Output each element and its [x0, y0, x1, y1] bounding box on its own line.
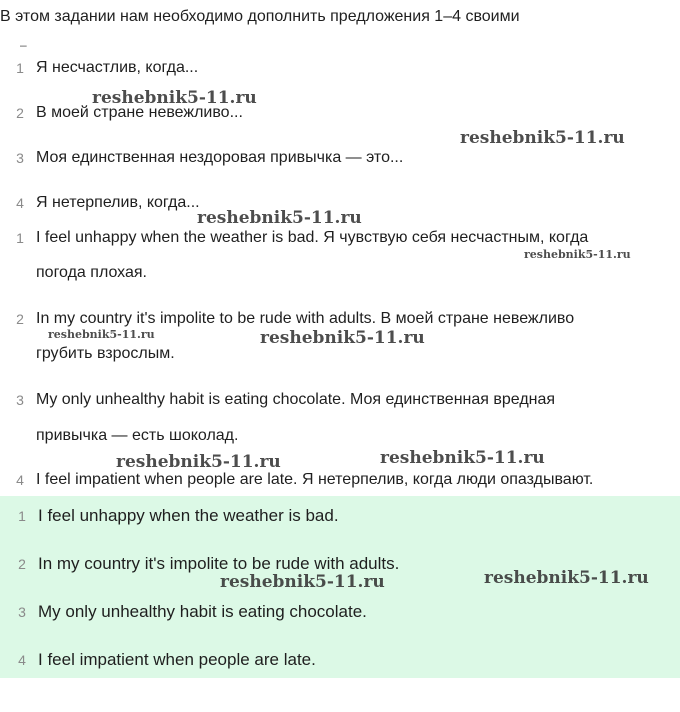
answer-line-1: In my country it's impolite to be rude with adults. В моей стране невежливо — [36, 310, 575, 327]
watermark: reshebnik5-11.ru — [116, 452, 281, 472]
answer-number: 4 — [16, 472, 24, 488]
answer-line-1: I feel impatient when people are late. Я нетерпелив, когда люди опаздывают. — [36, 471, 594, 488]
final-number: 4 — [18, 652, 26, 668]
final-text: I feel unhappy when the weather is bad. — [38, 506, 339, 525]
prompt-text: Моя единственная нездоровая привычка — это... — [36, 149, 404, 166]
divider-dash: – — [20, 38, 27, 52]
prompt-text: Я нетерпелив, когда... — [36, 194, 200, 211]
prompt-number: 4 — [16, 195, 24, 211]
final-text: My only unhealthy habit is eating chocolate. — [38, 602, 367, 621]
watermark: reshebnik5-11.ru — [48, 328, 155, 341]
answer-number: 3 — [16, 392, 24, 408]
answer-line-1: My only unhealthy habit is eating chocolate. Моя единственная вредная — [36, 391, 556, 408]
final-text: I feel impatient when people are late. — [38, 650, 316, 669]
watermark: reshebnik5-11.ru — [460, 128, 625, 148]
final-number: 1 — [18, 508, 26, 524]
answer-number: 2 — [16, 311, 24, 327]
answer-line-1: I feel unhappy when the weather is bad. Я чувствую себя несчастным, когда — [36, 229, 589, 246]
prompt-number: 2 — [16, 105, 24, 121]
prompt-text: Я несчастлив, когда... — [36, 59, 199, 76]
prompt-text: В моей стране невежливо... — [36, 104, 243, 121]
answer-number: 1 — [16, 230, 24, 246]
prompt-number: 1 — [16, 60, 24, 76]
watermark: reshebnik5-11.ru — [260, 328, 425, 348]
final-number: 2 — [18, 556, 26, 572]
answer-line-2: привычка — есть шоколад. — [36, 427, 239, 444]
watermark: reshebnik5-11.ru — [524, 248, 631, 261]
intro-text: В этом задании нам необходимо дополнить предложения 1–4 своими — [0, 8, 520, 25]
watermark: reshebnik5-11.ru — [484, 568, 649, 588]
watermark: reshebnik5-11.ru — [197, 208, 362, 228]
watermark: reshebnik5-11.ru — [92, 88, 257, 108]
answer-line-2: погода плохая. — [36, 264, 147, 281]
final-text: In my country it's impolite to be rude with adults. — [38, 554, 400, 573]
watermark: reshebnik5-11.ru — [220, 572, 385, 592]
final-number: 3 — [18, 604, 26, 620]
answer-line-2: грубить взрослым. — [36, 345, 175, 362]
prompt-number: 3 — [16, 150, 24, 166]
watermark: reshebnik5-11.ru — [380, 448, 545, 468]
